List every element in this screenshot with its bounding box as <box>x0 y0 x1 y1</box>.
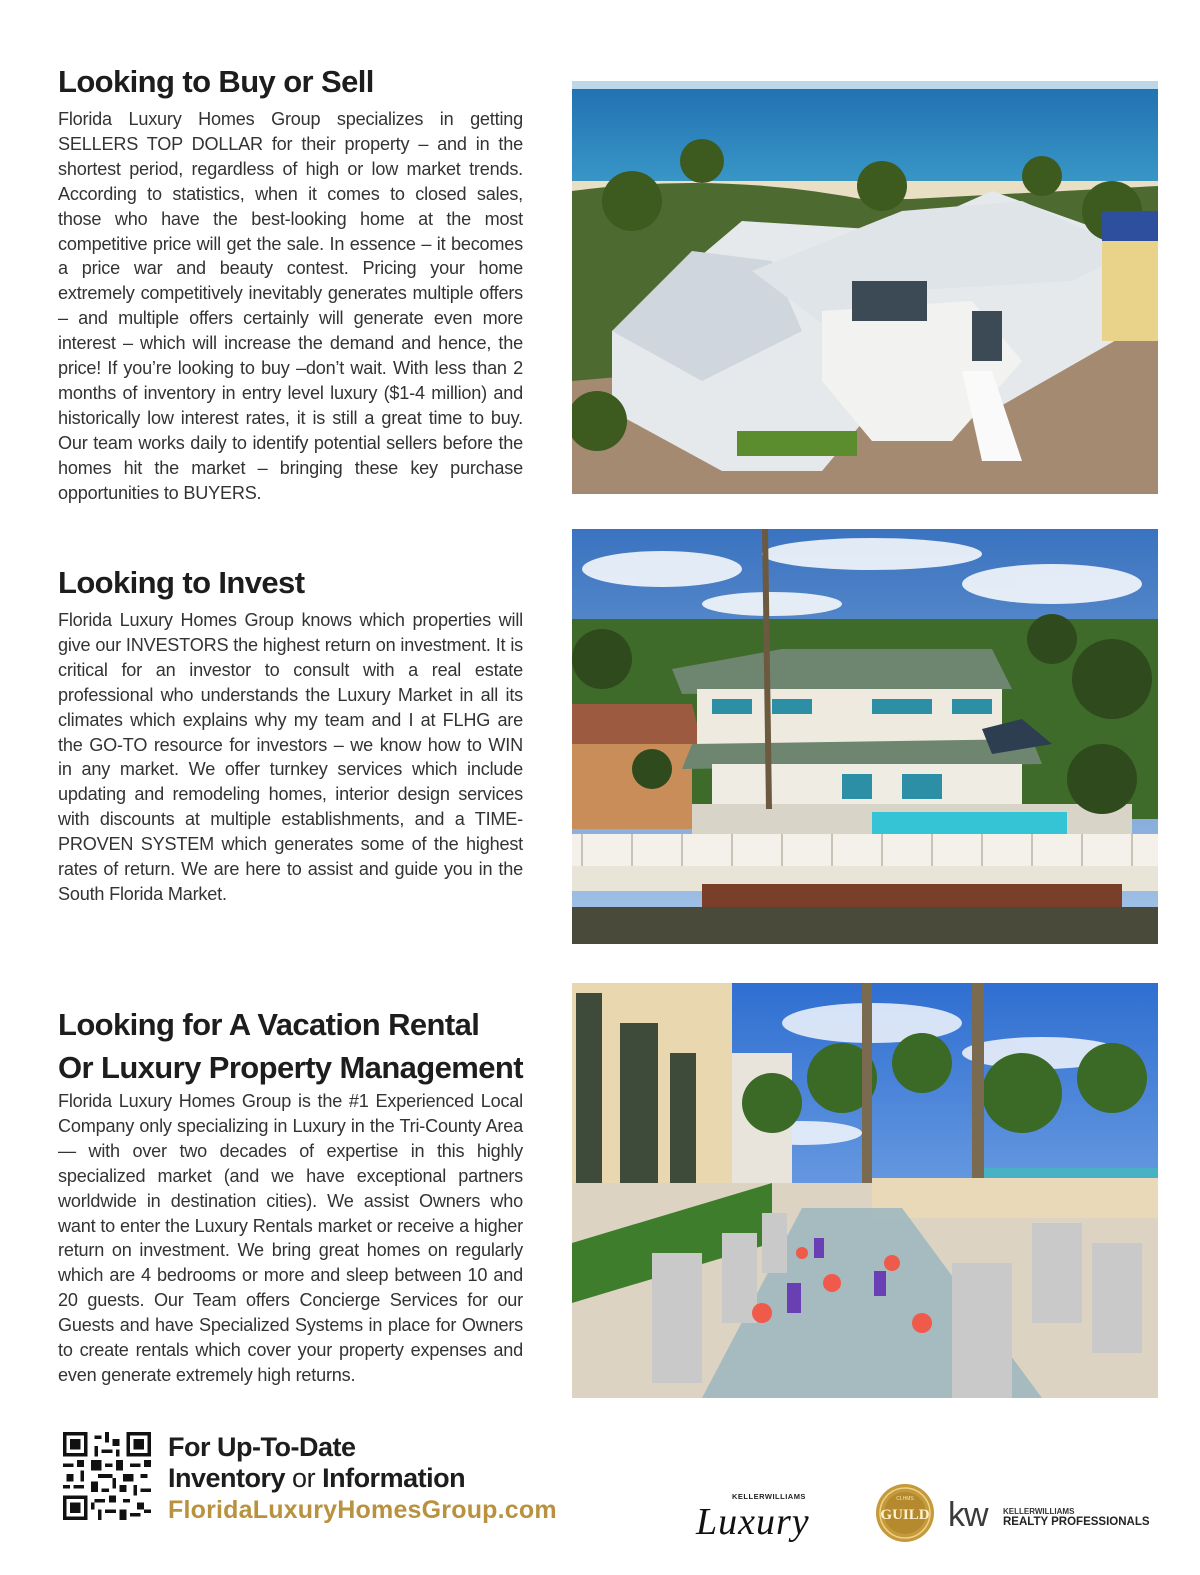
section-invest <box>58 561 523 907</box>
section-title <box>58 1003 523 1089</box>
cta-line1: For Up-To-Date <box>168 1432 356 1462</box>
kw-rp-top: KELLERWILLIAMS <box>1003 1507 1075 1516</box>
qr-code[interactable] <box>63 1432 151 1520</box>
guild-small-text: CLHMS <box>896 1496 914 1502</box>
section-body: Florida Luxury Homes Group knows which properties will give our INVESTORS the highest return on investment. It is critical for an investor to consult with a real estate professional who understands the Luxury Market in all its climates which explains why my team and I at FLHG are the GO-TO resource for investors – we know how to WIN in any market. We offer turnkey services which include updating and remodeling homes, interior design services with discounts at multiple establishments, and a TIME-PROVEN SYSTEM which generates some of the highest rates of return. We are here to assist and guide you in the South Florida Market. <box>58 610 523 904</box>
cta-line2-a: Inventory <box>168 1463 286 1493</box>
cta-line2 <box>168 1463 557 1494</box>
section-vacation-rental <box>58 1003 523 1388</box>
kw-luxury-script: Luxury <box>696 1501 810 1543</box>
section-title-line1: Looking for A Vacation Rental <box>58 1007 480 1042</box>
photo-waterfront-pool-home <box>572 529 1158 944</box>
guild-word: GUILD <box>880 1507 930 1523</box>
photo-beachfront-mansion <box>572 81 1158 494</box>
kw-luxury-logo <box>695 1492 810 1543</box>
kw-mark: kw <box>948 1496 988 1534</box>
section-title: Looking to Invest <box>58 565 305 600</box>
section-body: Florida Luxury Homes Group specializes in getting SELLERS TOP DOLLAR for their property – and in the shortest period, regardless of high or low market trends. According to statistics, when it comes to closed sales, those who have the best-looking home at the most competitive price will get the sale. In essence – it becomes a price war and beauty contest. Pricing your home extremely competitively inevitably generates multiple offers – and multiple offers certainly will generate even more interest – which will increase the demand and hence, the price! If you’re looking to buy –don’t wait. With less than 2 months of inventory in entry level luxury ($1-4 million) and historically low interest rates, it is still a great time to buy. Our team works daily to identify potential sellers before the homes hit the market – bringing these key purchase opportunities to BUYERS. <box>58 109 523 503</box>
section-body: Florida Luxury Homes Group is the #1 Experienced Local Company only specializing in Luxury in the Tri-County Area — with over two decades of expertise in this highly specialized market (and we have exceptional partners worldwide in destination cities). We assist Owners who want to enter the Luxury Rentals market or receive a higher return on investment. We bring great homes on regularly which are 4 bedrooms or more and sleep between 10 and 20 guests. Our Team offers Concierge Services for our Guests and have Specialized Systems in place for Owners to create rentals which cover your property expenses and even generate extremely high returns. <box>58 1091 523 1385</box>
section-title: Looking to Buy or Sell <box>58 64 374 99</box>
contact-callout <box>168 1432 557 1526</box>
section-title-line2: Or Luxury Property Management <box>58 1050 523 1085</box>
section-buy-sell <box>58 60 523 506</box>
clhms-guild-seal <box>876 1484 934 1542</box>
kw-realty-professionals-logo <box>948 1496 1150 1534</box>
kw-luxury-small-text: KELLERWILLIAMS <box>732 1492 806 1501</box>
brand-logos <box>690 1478 1160 1548</box>
kw-rp-bottom: REALTY PROFESSIONALS <box>1003 1516 1150 1528</box>
cta-line2-b: or <box>292 1463 316 1493</box>
cta-line2-c: Information <box>322 1463 466 1493</box>
photo-oceanview-terrace-dining <box>572 983 1158 1398</box>
website-link[interactable]: FloridaLuxuryHomesGroup.com <box>168 1496 557 1524</box>
